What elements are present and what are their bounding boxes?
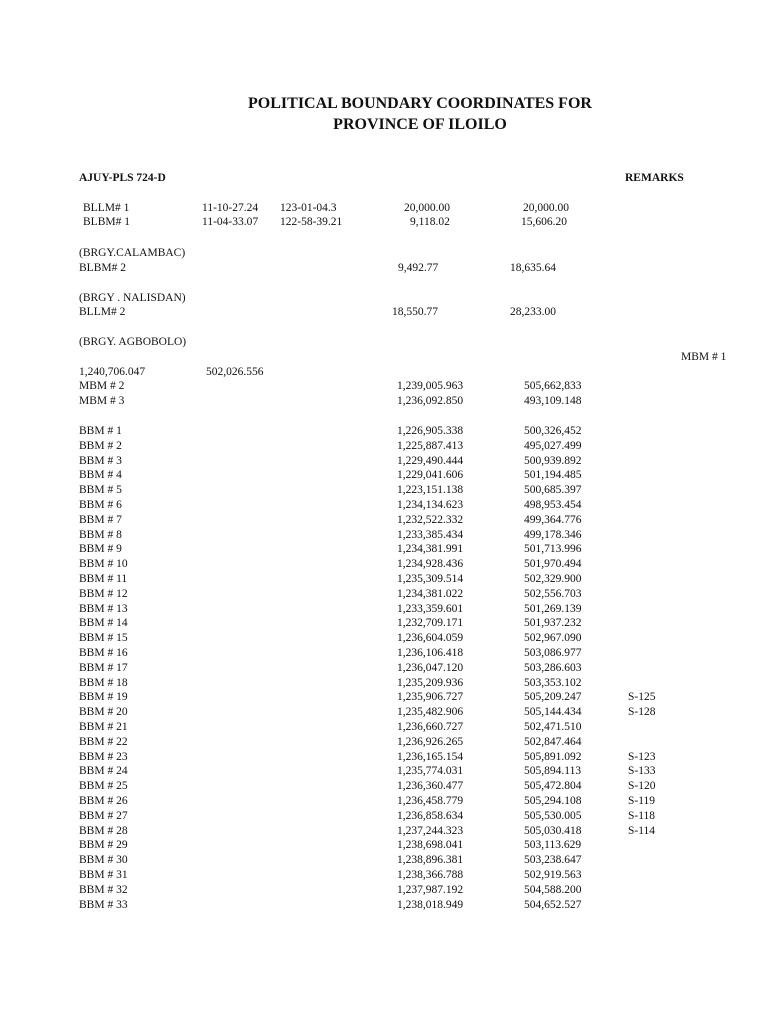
y-coordinate: 499,364.776 xyxy=(524,513,582,526)
y-coordinate: 503,238.647 xyxy=(524,854,582,867)
blbm2-x: 9,492.77 xyxy=(398,262,439,274)
barangay-label: (BRGY . NALISDAN) xyxy=(79,292,186,304)
x-coordinate: 1,226,905.338 xyxy=(397,425,464,437)
station-name: MBM # 3 xyxy=(79,395,125,407)
document-title-line2: PROVINCE OF ILOILO xyxy=(333,116,507,133)
y-coordinate: 505,472.804 xyxy=(524,780,582,793)
station-name: BBM # 24 xyxy=(79,765,128,778)
y-coordinate: 503,286.603 xyxy=(524,661,582,674)
remark: S-125 xyxy=(628,691,656,704)
section-label: AJUY-PLS 724-D xyxy=(79,172,166,184)
bllm1-lat: 11-10-27.24 xyxy=(202,202,259,214)
station-name: MBM # 2 xyxy=(79,380,125,392)
station-name: BBM # 16 xyxy=(79,647,128,659)
table-row xyxy=(0,764,768,779)
station-name: BBM # 11 xyxy=(79,573,128,585)
station-name: BBM # 23 xyxy=(79,750,128,763)
table-row xyxy=(0,557,768,572)
station-name: BBM # 7 xyxy=(79,513,122,526)
x-coordinate: 1,234,381.991 xyxy=(397,543,464,556)
x-coordinate: 1,237,987.192 xyxy=(397,883,464,896)
station-name: BBM # 26 xyxy=(79,795,128,807)
x-coordinate: 1,238,698.041 xyxy=(397,839,464,852)
blbm2-name: BLBM# 2 xyxy=(79,262,126,274)
station-name: BBM # 15 xyxy=(79,632,128,645)
y-coordinate: 501,194.485 xyxy=(524,469,582,482)
x-coordinate: 1,233,359.601 xyxy=(397,602,464,615)
x-coordinate: 1,229,041.606 xyxy=(397,469,464,482)
table-row xyxy=(0,794,768,809)
barangay-label: (BRGY. AGBOBOLO) xyxy=(79,336,187,348)
y-coordinate: 503,086.977 xyxy=(524,647,582,659)
x-coordinate: 1,236,926.265 xyxy=(397,735,464,748)
y-coordinate: 501,937.232 xyxy=(524,617,582,630)
station-name: BBM # 13 xyxy=(79,602,128,615)
y-coordinate: 505,144.434 xyxy=(524,706,582,719)
x-coordinate: 1,235,209.936 xyxy=(397,676,464,689)
remark: S-120 xyxy=(628,780,656,793)
table-row xyxy=(0,868,768,883)
x-coordinate: 1,234,381.022 xyxy=(397,587,464,600)
x-coordinate: 1,223,151.138 xyxy=(397,484,464,497)
table-row xyxy=(0,542,768,557)
station-name: BBM # 27 xyxy=(79,809,128,822)
station-name: BBM # 4 xyxy=(79,469,122,482)
y-coordinate: 500,685.397 xyxy=(524,484,582,497)
y-coordinate: 504,588.200 xyxy=(524,883,582,896)
x-coordinate: 1,235,906.727 xyxy=(397,691,464,704)
bllm1-x: 20,000.00 xyxy=(404,202,450,214)
table-row xyxy=(0,468,768,483)
station-name: BBM # 1 xyxy=(79,425,122,437)
x-coordinate: 1,239,005.963 xyxy=(397,380,464,392)
station-name: BBM # 28 xyxy=(79,824,128,837)
table-row xyxy=(0,498,768,513)
station-name: BBM # 12 xyxy=(79,587,128,600)
blbm1-x: 9,118.02 xyxy=(410,216,450,228)
table-row xyxy=(0,824,768,839)
remark: S-133 xyxy=(628,765,656,778)
x-coordinate: 1,236,106.418 xyxy=(397,647,464,659)
y-coordinate: 498,953.454 xyxy=(524,499,582,511)
station-name: BBM # 33 xyxy=(79,898,128,911)
bllm1-lon: 123-01-04.3 xyxy=(280,202,337,214)
table-row xyxy=(0,661,768,676)
y-coordinate: 505,662,833 xyxy=(524,380,582,392)
table-row xyxy=(0,483,768,498)
y-coordinate: 495,027.499 xyxy=(524,439,582,452)
remark: S-119 xyxy=(628,795,656,807)
station-name: BBM # 10 xyxy=(79,558,128,571)
table-row xyxy=(0,883,768,898)
table-row xyxy=(0,838,768,853)
x-coordinate: 1,236,092.850 xyxy=(397,395,464,407)
barangay-label: (BRGY.CALAMBAC) xyxy=(79,247,186,259)
station-name: BBM # 8 xyxy=(79,528,122,541)
station-name: BBM # 30 xyxy=(79,854,128,867)
y-coordinate: 505,209.247 xyxy=(524,691,582,704)
x-coordinate: 1,232,522.332 xyxy=(397,513,464,526)
remark: S-128 xyxy=(628,706,656,719)
x-coordinate: 1,238,018.949 xyxy=(397,898,464,911)
station-name: BBM # 22 xyxy=(79,735,128,748)
x-coordinate: 1,236,165.154 xyxy=(397,750,464,763)
document-title-line1: POLITICAL BOUNDARY COORDINATES FOR xyxy=(248,95,592,112)
table-row xyxy=(0,898,768,913)
table-row xyxy=(0,750,768,765)
x-coordinate: 1,235,482.906 xyxy=(397,706,464,719)
x-coordinate: 1,235,309.514 xyxy=(397,573,464,585)
station-name: BBM # 18 xyxy=(79,676,128,689)
mbm1-y: 502,026.556 xyxy=(206,366,264,378)
y-coordinate: 501,713.996 xyxy=(524,543,582,556)
station-name: BBM # 17 xyxy=(79,661,128,674)
y-coordinate: 502,919.563 xyxy=(524,869,582,881)
station-name: BBM # 5 xyxy=(79,484,122,497)
blbm1-name: BLBM# 1 xyxy=(83,216,130,228)
station-name: BBM # 2 xyxy=(79,439,122,452)
table-row xyxy=(0,587,768,602)
table-row xyxy=(0,602,768,617)
table-row xyxy=(0,735,768,750)
table-row xyxy=(0,394,768,409)
remark: S-118 xyxy=(628,809,656,822)
x-coordinate: 1,238,896.381 xyxy=(397,854,464,867)
remark: S-123 xyxy=(628,750,656,763)
blbm1-lon: 122-58-39.21 xyxy=(280,216,343,228)
y-coordinate: 505,894.113 xyxy=(524,765,582,778)
x-coordinate: 1,236,660.727 xyxy=(397,721,464,733)
bllm2-y: 28,233.00 xyxy=(510,306,556,318)
station-name: BBM # 3 xyxy=(79,454,122,467)
table-row xyxy=(0,705,768,720)
station-name: BBM # 29 xyxy=(79,839,128,852)
y-coordinate: 502,556.703 xyxy=(524,587,582,600)
y-coordinate: 499,178.346 xyxy=(524,528,582,541)
bllm2-x: 18,550.77 xyxy=(392,306,438,318)
table-row xyxy=(0,631,768,646)
table-row xyxy=(0,616,768,631)
table-row xyxy=(0,853,768,868)
station-name: BBM # 31 xyxy=(79,869,128,881)
station-name: BBM # 14 xyxy=(79,617,128,630)
y-coordinate: 502,967.090 xyxy=(524,632,582,645)
y-coordinate: 502,847.464 xyxy=(524,735,582,748)
blbm2-y: 18,635.64 xyxy=(510,262,556,274)
x-coordinate: 1,234,928.436 xyxy=(397,558,464,571)
bllm1-name: BLLM# 1 xyxy=(83,202,130,214)
table-row xyxy=(0,779,768,794)
table-row xyxy=(0,439,768,454)
y-coordinate: 505,891.092 xyxy=(524,750,582,763)
blbm1-lat: 11-04-33.07 xyxy=(202,216,259,228)
y-coordinate: 503,113.629 xyxy=(524,839,582,852)
table-row xyxy=(0,424,768,439)
table-row xyxy=(0,572,768,587)
station-name: BBM # 21 xyxy=(79,721,128,733)
y-coordinate: 502,329.900 xyxy=(524,573,582,585)
station-name: BBM # 6 xyxy=(79,499,122,511)
table-row xyxy=(0,676,768,691)
x-coordinate: 1,238,366.788 xyxy=(397,869,464,881)
y-coordinate: 504,652.527 xyxy=(524,898,582,911)
y-coordinate: 502,471.510 xyxy=(524,721,582,733)
x-coordinate: 1,236,604.059 xyxy=(397,632,464,645)
station-name: BBM # 32 xyxy=(79,883,128,896)
station-name: BBM # 19 xyxy=(79,691,128,704)
table-row xyxy=(0,454,768,469)
x-coordinate: 1,237,244.323 xyxy=(397,824,464,837)
y-coordinate: 503,353.102 xyxy=(524,676,582,689)
x-coordinate: 1,236,360.477 xyxy=(397,780,464,793)
x-coordinate: 1,232,709.171 xyxy=(397,617,464,630)
y-coordinate: 500,939.892 xyxy=(524,454,582,467)
station-name: BBM # 9 xyxy=(79,543,122,556)
y-coordinate: 501,970.494 xyxy=(524,558,582,571)
x-coordinate: 1,234,134.623 xyxy=(397,499,464,511)
station-name: BBM # 25 xyxy=(79,780,128,793)
bllm1-y: 20,000.00 xyxy=(523,202,569,214)
y-coordinate: 505,530.005 xyxy=(524,809,582,822)
y-coordinate: 500,326,452 xyxy=(524,425,582,437)
table-row xyxy=(0,513,768,528)
table-row xyxy=(0,809,768,824)
y-coordinate: 501,269.139 xyxy=(524,602,582,615)
remark: S-114 xyxy=(628,824,656,837)
table-row xyxy=(0,379,768,394)
y-coordinate: 505,030.418 xyxy=(524,824,582,837)
x-coordinate: 1,225,887.413 xyxy=(397,439,464,452)
mbm1-x: 1,240,706.047 xyxy=(79,366,146,378)
x-coordinate: 1,233,385.434 xyxy=(397,528,464,541)
table-row xyxy=(0,646,768,661)
table-row xyxy=(0,690,768,705)
x-coordinate: 1,236,458.779 xyxy=(397,795,464,807)
table-row xyxy=(0,720,768,735)
table-row xyxy=(0,528,768,543)
y-coordinate: 505,294.108 xyxy=(524,795,582,807)
mbm1-name: MBM # 1 xyxy=(681,351,727,363)
station-name: BBM # 20 xyxy=(79,706,128,719)
y-coordinate: 493,109.148 xyxy=(524,395,582,407)
x-coordinate: 1,236,047.120 xyxy=(397,661,464,674)
x-coordinate: 1,236,858.634 xyxy=(397,809,464,822)
x-coordinate: 1,235,774.031 xyxy=(397,765,464,778)
remarks-header: REMARKS xyxy=(625,172,684,184)
blbm1-y: 15,606.20 xyxy=(521,216,567,228)
x-coordinate: 1,229,490.444 xyxy=(397,454,464,467)
bllm2-name: BLLM# 2 xyxy=(79,306,126,318)
